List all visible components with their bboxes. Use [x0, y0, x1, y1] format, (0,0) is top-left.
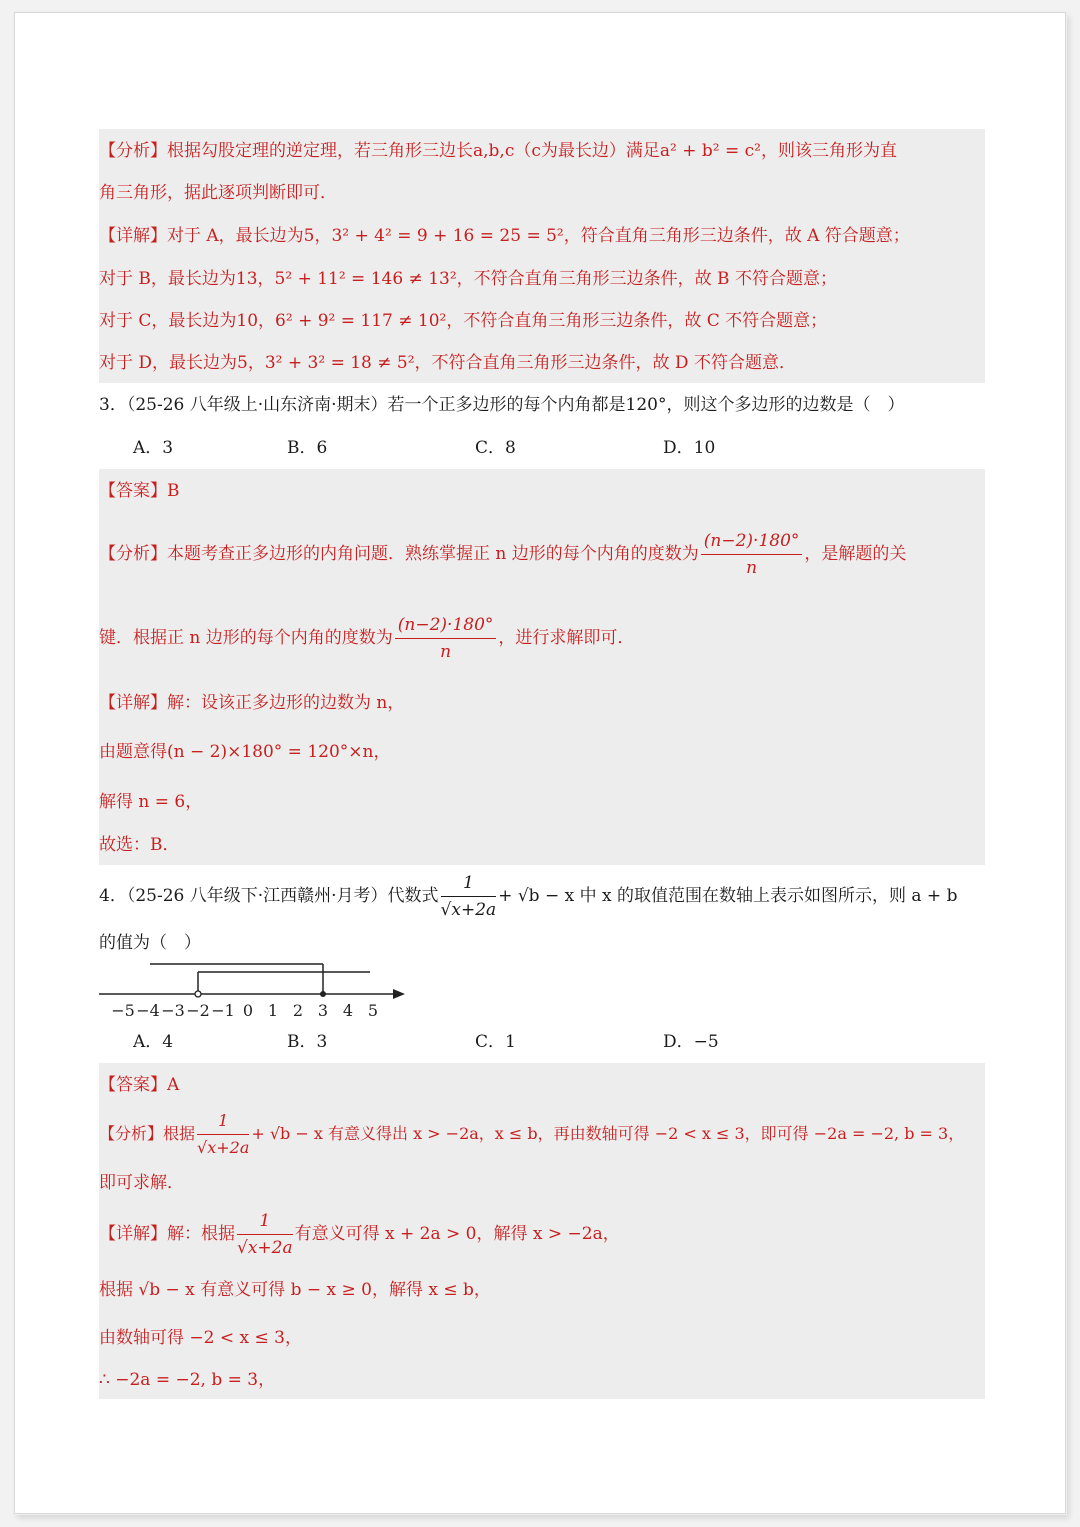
q3-option-d: D．10 — [663, 438, 716, 458]
q3-analysis-line-1: 【分析】本题考查正多边形的内角问题．熟练掌握正 n 边形的每个内角的度数为 $\frac{(n-2)\cdot 180^\circ}{n}$ ，是解题的关 — [99, 531, 907, 578]
q2-detail-line-2: 对于 B，最长边为13，5² + 11² = 146 ≠ 13²，不符合直角三角形三边条件，故 B 不符合题意； — [99, 269, 837, 289]
q3-option-b: B．6 — [287, 438, 328, 458]
q4-detail-line-4: ∴ −2a = −2, b = 3， — [99, 1370, 276, 1390]
q4-detail-line-1: 【详解】解：根据 $\frac{1}{√x+2a}$ 有意义可得 x + 2a > 0，解得 x > −2a， — [99, 1211, 620, 1258]
number-line-label: 2 — [292, 1001, 304, 1020]
number-line-label: −2 — [186, 1001, 210, 1020]
q4-option-a: A．4 — [133, 1032, 174, 1052]
q4-question-line-1: 4．（25-26 八年级下·江西赣州·月考）代数式 $\frac{1}{√x+2a}$ + √b − x 中 x 的取值范围在数轴上表示如图所示，则 a + b — [99, 873, 958, 920]
number-line-figure — [95, 959, 415, 1021]
number-line-label: −5 — [111, 1001, 135, 1020]
q2-analysis-line-1: 【分析】根据勾股定理的逆定理，若三角形三边长a,b,c（c为最长边）满足a² + b² = c²，则该三角形为直 — [99, 141, 897, 161]
q4-detail-line-3: 由数轴可得 −2 < x ≤ 3， — [99, 1328, 302, 1348]
q3-option-c: C．8 — [475, 438, 516, 458]
number-line-label: 5 — [367, 1001, 379, 1020]
q3-detail-line-4: 故选：B． — [99, 835, 180, 855]
number-line-label: 1 — [267, 1001, 279, 1020]
number-line-label: −1 — [211, 1001, 235, 1020]
q4-analysis-fraction: $\frac{1}{√x+2a}$ — [197, 1111, 250, 1157]
q3-question: 3．（25-26 八年级上·山东济南·期末）若一个正多边形的每个内角都是120°，则这个多边形的边数是（ ） — [99, 395, 905, 415]
q4-analysis-line-1: 【分析】根据 $\frac{1}{√x+2a}$ + √b − x 有意义得出 x > −2a，x ≤ b，再由数轴可得 −2 < x ≤ 3，即可得 −2a = −2, b = 3， — [99, 1111, 965, 1157]
q4-fraction: $\frac{1}{√x+2a}$ — [440, 873, 497, 920]
q4-options — [133, 1030, 719, 1054]
q2-solution-background — [99, 129, 985, 383]
q3-detail-line-3: 解得 n = 6， — [99, 792, 203, 812]
q4-option-c: C．1 — [475, 1032, 516, 1052]
q4-detail-line-2: 根据 √b − x 有意义可得 b − x ≥ 0，解得 x ≤ b， — [99, 1280, 491, 1300]
q3-detail-line-1: 【详解】解：设该正多边形的边数为 n， — [99, 693, 405, 713]
document-page — [14, 12, 1066, 1514]
q4-answer: 【答案】A — [99, 1075, 180, 1095]
q4-detail-fraction: $\frac{1}{√x+2a}$ — [237, 1211, 293, 1258]
q4-option-b: B．3 — [287, 1032, 328, 1052]
q2-detail-line-3: 对于 C，最长边为10，6² + 9² = 117 ≠ 10²，不符合直角三角形三边条件，故 C 不符合题意； — [99, 311, 828, 331]
q3-fraction-1: $\frac{(n-2)\cdot 180^\circ}{n}$ — [701, 530, 803, 579]
q4-option-d: D．−5 — [663, 1032, 719, 1052]
q2-analysis-line-2: 角三角形，据此逐项判断即可． — [99, 183, 337, 203]
q3-detail-line-2: 由题意得(n − 2)×180° = 120°×n， — [99, 742, 391, 762]
q4-question-line-2: 的值为（ ） — [99, 933, 201, 953]
q4-analysis-line-2: 即可求解． — [99, 1173, 184, 1193]
q3-fraction-2: $\frac{(n-2)\cdot 180^\circ}{n}$ — [395, 614, 497, 663]
number-line-label: −3 — [161, 1001, 185, 1020]
q2-detail-line-4: 对于 D，最长边为5，3² + 3² = 18 ≠ 5²，不符合直角三角形三边条件，故 D 不符合题意． — [99, 353, 796, 373]
number-line-label: 0 — [242, 1001, 254, 1020]
number-line-label: 3 — [317, 1001, 329, 1020]
q3-answer: 【答案】B — [99, 481, 180, 501]
q2-detail-line-1: 【详解】对于 A，最长边为5，3² + 4² = 9 + 16 = 25 = 5²，符合直角三角形三边条件，故 A 符合题意； — [99, 226, 910, 246]
q3-option-a: A．3 — [133, 438, 174, 458]
number-line-label: 4 — [342, 1001, 354, 1020]
number-line-label: −4 — [136, 1001, 160, 1020]
q3-analysis-line-2: 键．根据正 n 边形的每个内角的度数为 $\frac{(n-2)\cdot 180^\circ}{n}$ ，进行求解即可． — [99, 615, 635, 662]
q3-options — [133, 436, 715, 460]
